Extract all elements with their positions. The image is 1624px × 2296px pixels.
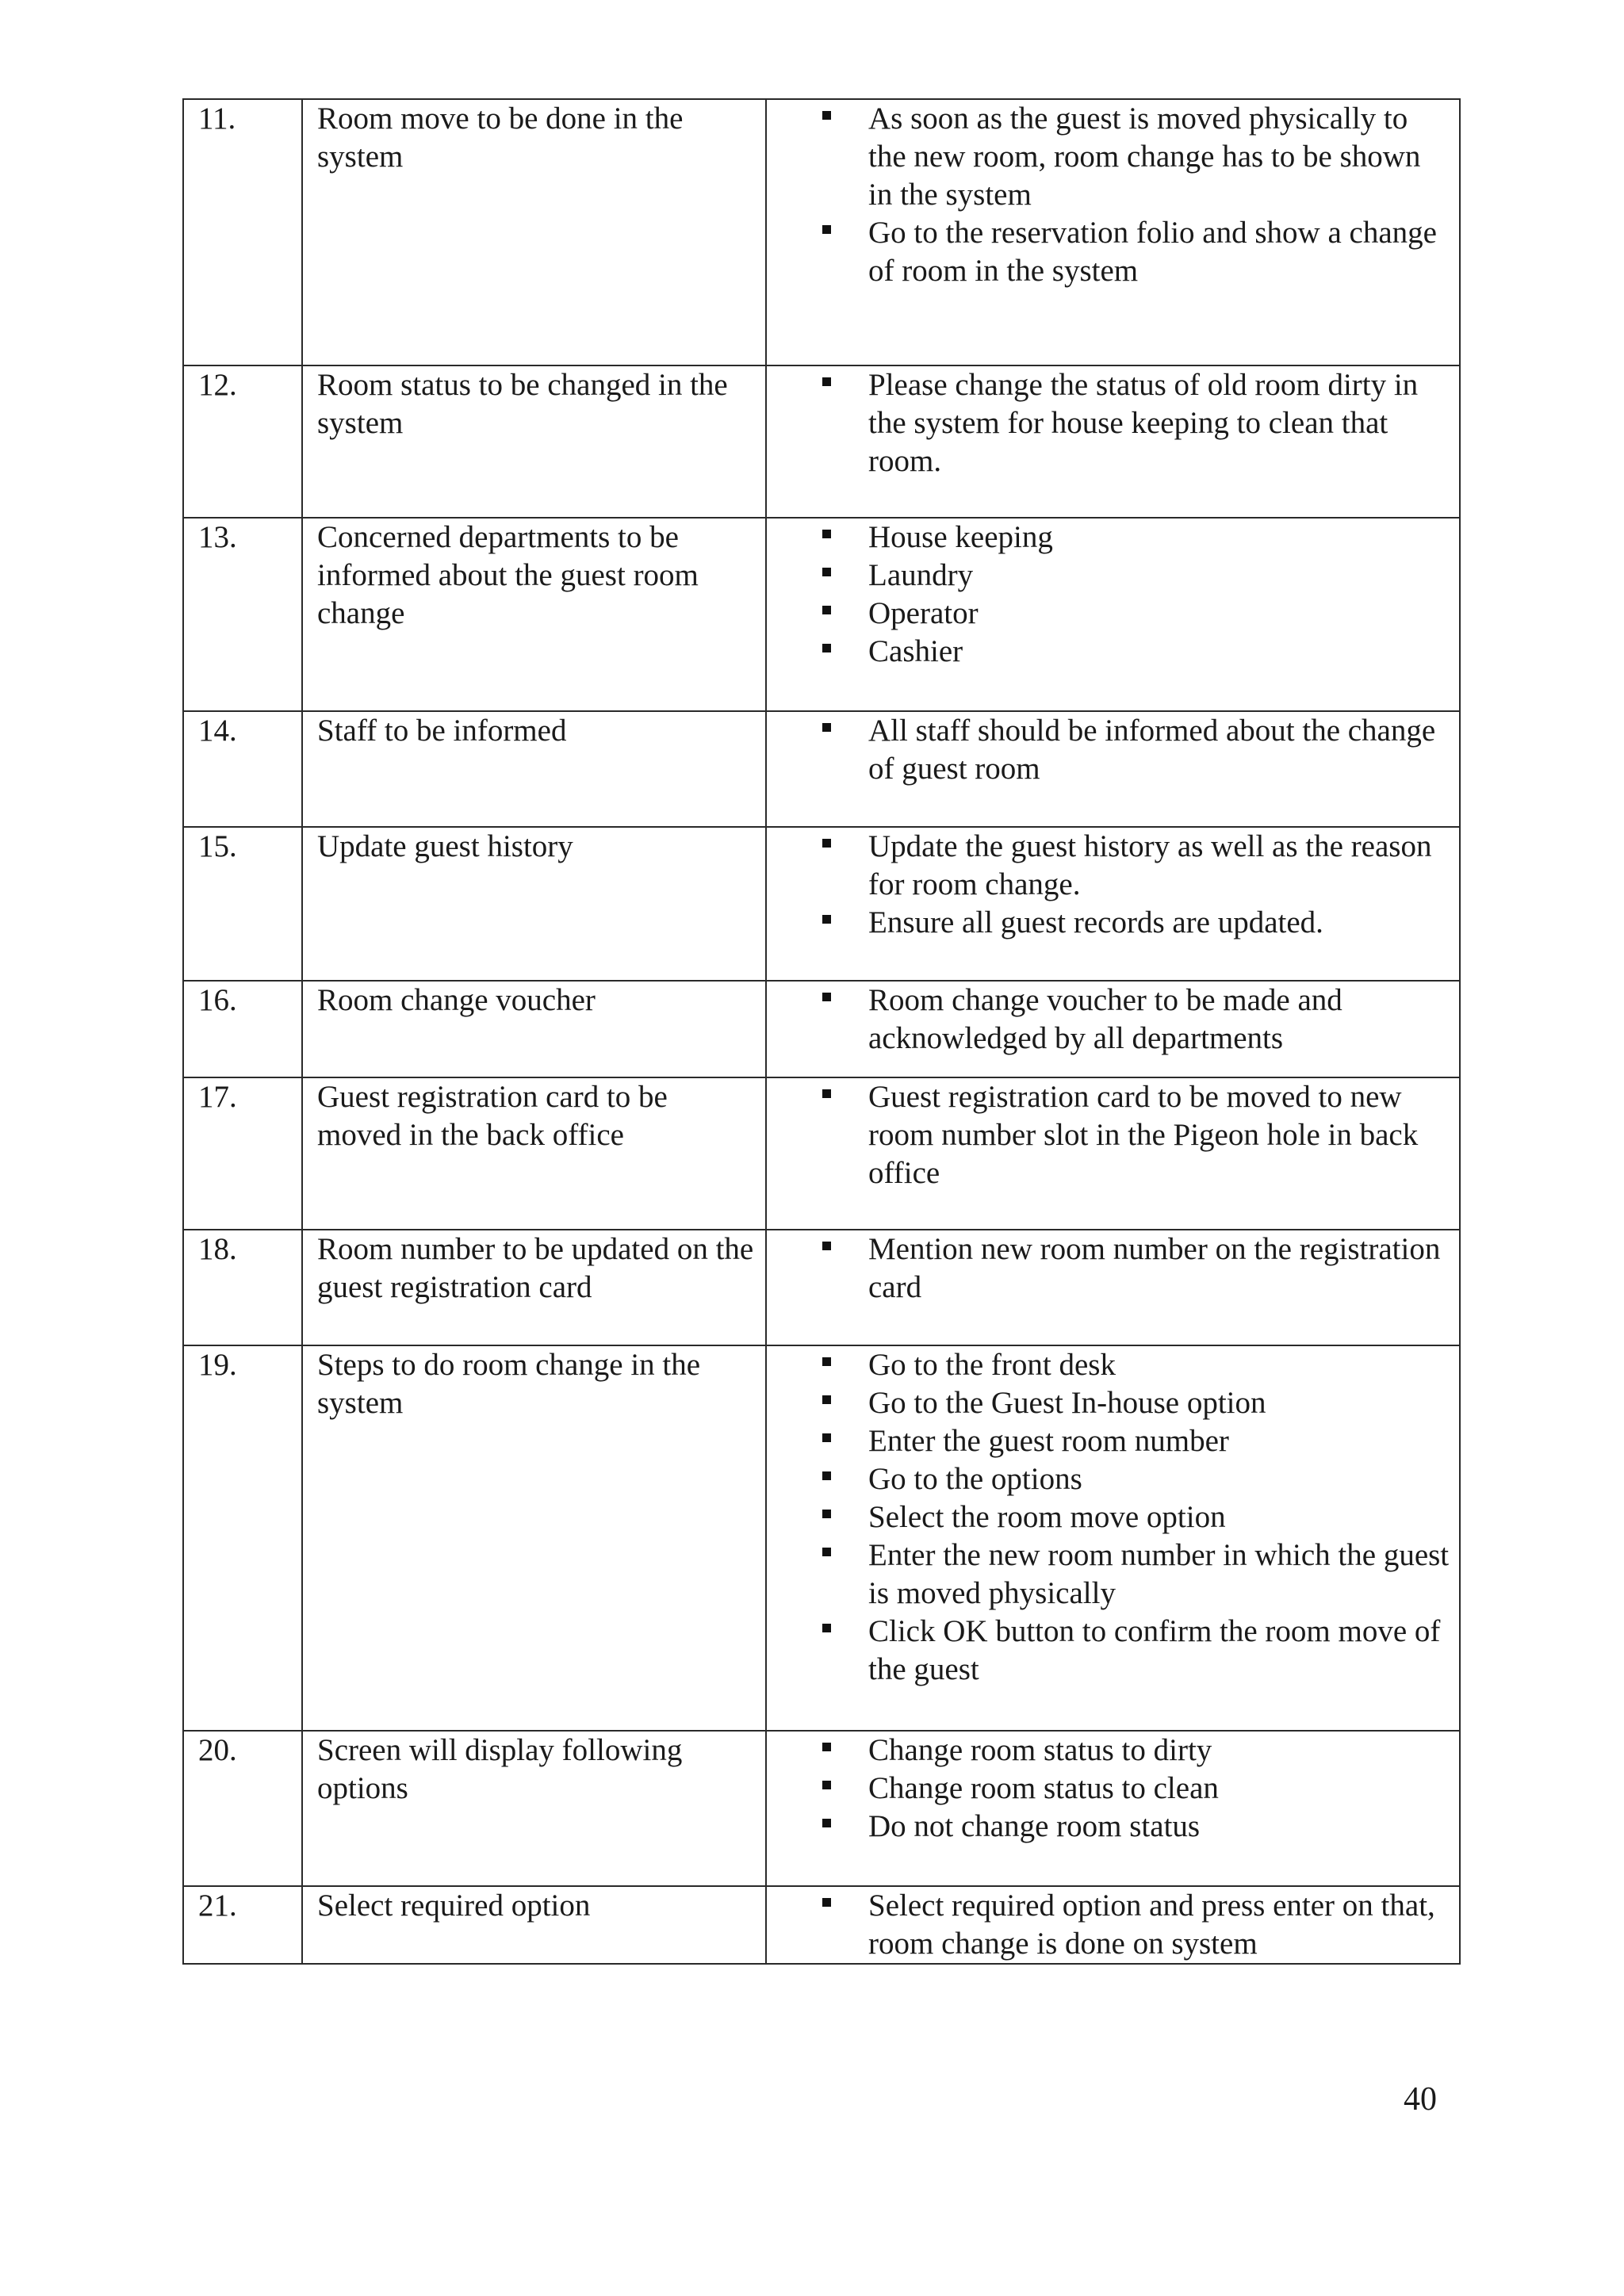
step-cell (302, 827, 766, 981)
detail-list (767, 366, 1451, 480)
detail-item (767, 1770, 1451, 1808)
square-bullet-icon (822, 839, 831, 848)
step-title: Guest registration card to be moved in the back office (317, 1080, 668, 1152)
row-number: 20. (198, 1733, 237, 1767)
row-number: 15. (198, 829, 237, 863)
row-number: 11. (198, 101, 236, 136)
detail-cell (766, 981, 1460, 1077)
square-bullet-icon (822, 915, 831, 924)
table-row (183, 827, 1460, 981)
detail-cell (766, 1731, 1460, 1886)
detail-list (767, 519, 1451, 671)
row-number-cell (183, 1230, 302, 1345)
square-bullet-icon (822, 993, 831, 1001)
detail-text: Go to the Guest In-house option (868, 1386, 1266, 1420)
table-row (183, 518, 1460, 711)
row-number-cell (183, 827, 302, 981)
square-bullet-icon (822, 1819, 831, 1827)
detail-item (767, 904, 1451, 942)
detail-text: Do not change room status (868, 1809, 1201, 1843)
table-row (183, 981, 1460, 1077)
detail-item (767, 519, 1451, 557)
detail-text: Click OK button to confirm the room move of the guest (868, 1614, 1441, 1686)
row-number-cell (183, 1077, 302, 1230)
square-bullet-icon (822, 568, 831, 576)
detail-item (767, 214, 1451, 290)
detail-item (767, 595, 1451, 633)
table-row (183, 365, 1460, 518)
detail-text: Laundry (868, 558, 974, 592)
row-number-cell (183, 1731, 302, 1886)
row-number-cell (183, 1886, 302, 1964)
detail-item (767, 1498, 1451, 1536)
detail-list (767, 1078, 1451, 1192)
row-number: 13. (198, 520, 237, 554)
square-bullet-icon (822, 1433, 831, 1442)
page-number: 40 (1404, 2081, 1437, 2118)
detail-item (767, 1536, 1451, 1613)
square-bullet-icon (822, 1089, 831, 1098)
detail-item (767, 100, 1451, 214)
detail-text: House keeping (868, 520, 1053, 554)
procedure-table-body (183, 99, 1460, 1964)
step-title: Room change voucher (317, 983, 596, 1017)
detail-item (767, 1346, 1451, 1384)
row-number: 21. (198, 1888, 237, 1923)
detail-list (767, 1230, 1451, 1307)
detail-list (767, 1346, 1451, 1689)
table-row (183, 1077, 1460, 1230)
detail-text: Update the guest history as well as the reason for room change. (868, 829, 1432, 901)
square-bullet-icon (822, 1357, 831, 1366)
square-bullet-icon (822, 377, 831, 386)
detail-text: Room change voucher to be made and acknowledged by all departments (868, 983, 1342, 1055)
detail-text: Please change the status of old room dirty in the system for house keeping to clean that room. (868, 368, 1419, 478)
detail-item (767, 1422, 1451, 1460)
detail-item (767, 1613, 1451, 1689)
step-title: Steps to do room change in the system (317, 1348, 701, 1420)
square-bullet-icon (822, 1743, 831, 1751)
detail-text: Go to the reservation folio and show a change of room in the system (868, 216, 1437, 288)
detail-list (767, 982, 1451, 1058)
detail-item (767, 1078, 1451, 1192)
table-row (183, 1731, 1460, 1886)
square-bullet-icon (822, 1242, 831, 1250)
square-bullet-icon (822, 606, 831, 614)
detail-cell (766, 711, 1460, 827)
step-title: Room number to be updated on the guest registration card (317, 1232, 754, 1304)
step-cell (302, 518, 766, 711)
detail-item (767, 633, 1451, 671)
detail-text: Select the room move option (868, 1500, 1226, 1534)
square-bullet-icon (822, 1395, 831, 1404)
detail-text: Change room status to clean (868, 1771, 1219, 1805)
step-cell (302, 365, 766, 518)
detail-item (767, 1460, 1451, 1498)
detail-cell (766, 365, 1460, 518)
detail-text: Enter the new room number in which the guest is moved physically (868, 1538, 1450, 1610)
detail-text: As soon as the guest is moved physically to the new room, room change has to be shown in the system (868, 101, 1421, 212)
detail-text: Operator (868, 596, 979, 630)
table-row (183, 1230, 1460, 1345)
detail-item (767, 1887, 1451, 1963)
detail-list (767, 1732, 1451, 1846)
row-number-cell (183, 711, 302, 827)
detail-cell (766, 1345, 1460, 1731)
detail-text: Enter the guest room number (868, 1424, 1229, 1458)
step-cell (302, 981, 766, 1077)
square-bullet-icon (822, 1624, 831, 1632)
step-cell (302, 711, 766, 827)
square-bullet-icon (822, 723, 831, 732)
step-title: Update guest history (317, 829, 573, 863)
row-number-cell (183, 518, 302, 711)
row-number: 14. (198, 714, 237, 748)
square-bullet-icon (822, 1510, 831, 1518)
detail-item (767, 366, 1451, 480)
detail-text: All staff should be informed about the change of guest room (868, 714, 1436, 786)
detail-item (767, 828, 1451, 904)
procedure-table (182, 98, 1461, 1965)
row-number: 16. (198, 983, 237, 1017)
detail-list (767, 1887, 1451, 1963)
row-number: 17. (198, 1080, 237, 1114)
square-bullet-icon (822, 1471, 831, 1480)
detail-item (767, 1808, 1451, 1846)
row-number-cell (183, 99, 302, 365)
detail-cell (766, 99, 1460, 365)
detail-text: Guest registration card to be moved to new room number slot in the Pigeon hole in back office (868, 1080, 1419, 1190)
row-number: 19. (198, 1348, 237, 1382)
detail-cell (766, 518, 1460, 711)
detail-item (767, 712, 1451, 788)
table-row (183, 711, 1460, 827)
detail-text: Change room status to dirty (868, 1733, 1212, 1767)
row-number-cell (183, 1345, 302, 1731)
detail-cell (766, 1077, 1460, 1230)
square-bullet-icon (822, 644, 831, 652)
step-cell (302, 1077, 766, 1230)
step-cell (302, 1230, 766, 1345)
detail-text: Go to the front desk (868, 1348, 1116, 1382)
step-title: Staff to be informed (317, 714, 567, 748)
row-number-cell (183, 981, 302, 1077)
step-cell (302, 1731, 766, 1886)
square-bullet-icon (822, 111, 831, 120)
detail-list (767, 828, 1451, 942)
detail-text: Cashier (868, 634, 963, 668)
square-bullet-icon (822, 1781, 831, 1789)
detail-cell (766, 827, 1460, 981)
square-bullet-icon (822, 225, 831, 234)
detail-item (767, 1384, 1451, 1422)
detail-item (767, 557, 1451, 595)
detail-text: Select required option and press enter on that, room change is done on system (868, 1888, 1435, 1961)
square-bullet-icon (822, 530, 831, 538)
step-title: Concerned departments to be informed about the guest room change (317, 520, 699, 630)
detail-list (767, 712, 1451, 788)
table-row (183, 1345, 1460, 1731)
detail-item (767, 1230, 1451, 1307)
step-cell (302, 99, 766, 365)
detail-cell (766, 1230, 1460, 1345)
table-row (183, 1886, 1460, 1964)
step-title: Room move to be done in the system (317, 101, 684, 174)
step-title: Screen will display following options (317, 1733, 683, 1805)
square-bullet-icon (822, 1548, 831, 1556)
detail-cell (766, 1886, 1460, 1964)
detail-text: Go to the options (868, 1462, 1082, 1496)
step-cell (302, 1886, 766, 1964)
row-number: 12. (198, 368, 237, 402)
detail-text: Ensure all guest records are updated. (868, 905, 1323, 939)
square-bullet-icon (822, 1898, 831, 1907)
detail-text: Mention new room number on the registration card (868, 1232, 1441, 1304)
table-row (183, 99, 1460, 365)
detail-item (767, 982, 1451, 1058)
row-number-cell (183, 365, 302, 518)
step-cell (302, 1345, 766, 1731)
step-title: Room status to be changed in the system (317, 368, 728, 440)
detail-list (767, 100, 1451, 290)
step-title: Select required option (317, 1888, 591, 1923)
row-number: 18. (198, 1232, 237, 1266)
detail-item (767, 1732, 1451, 1770)
